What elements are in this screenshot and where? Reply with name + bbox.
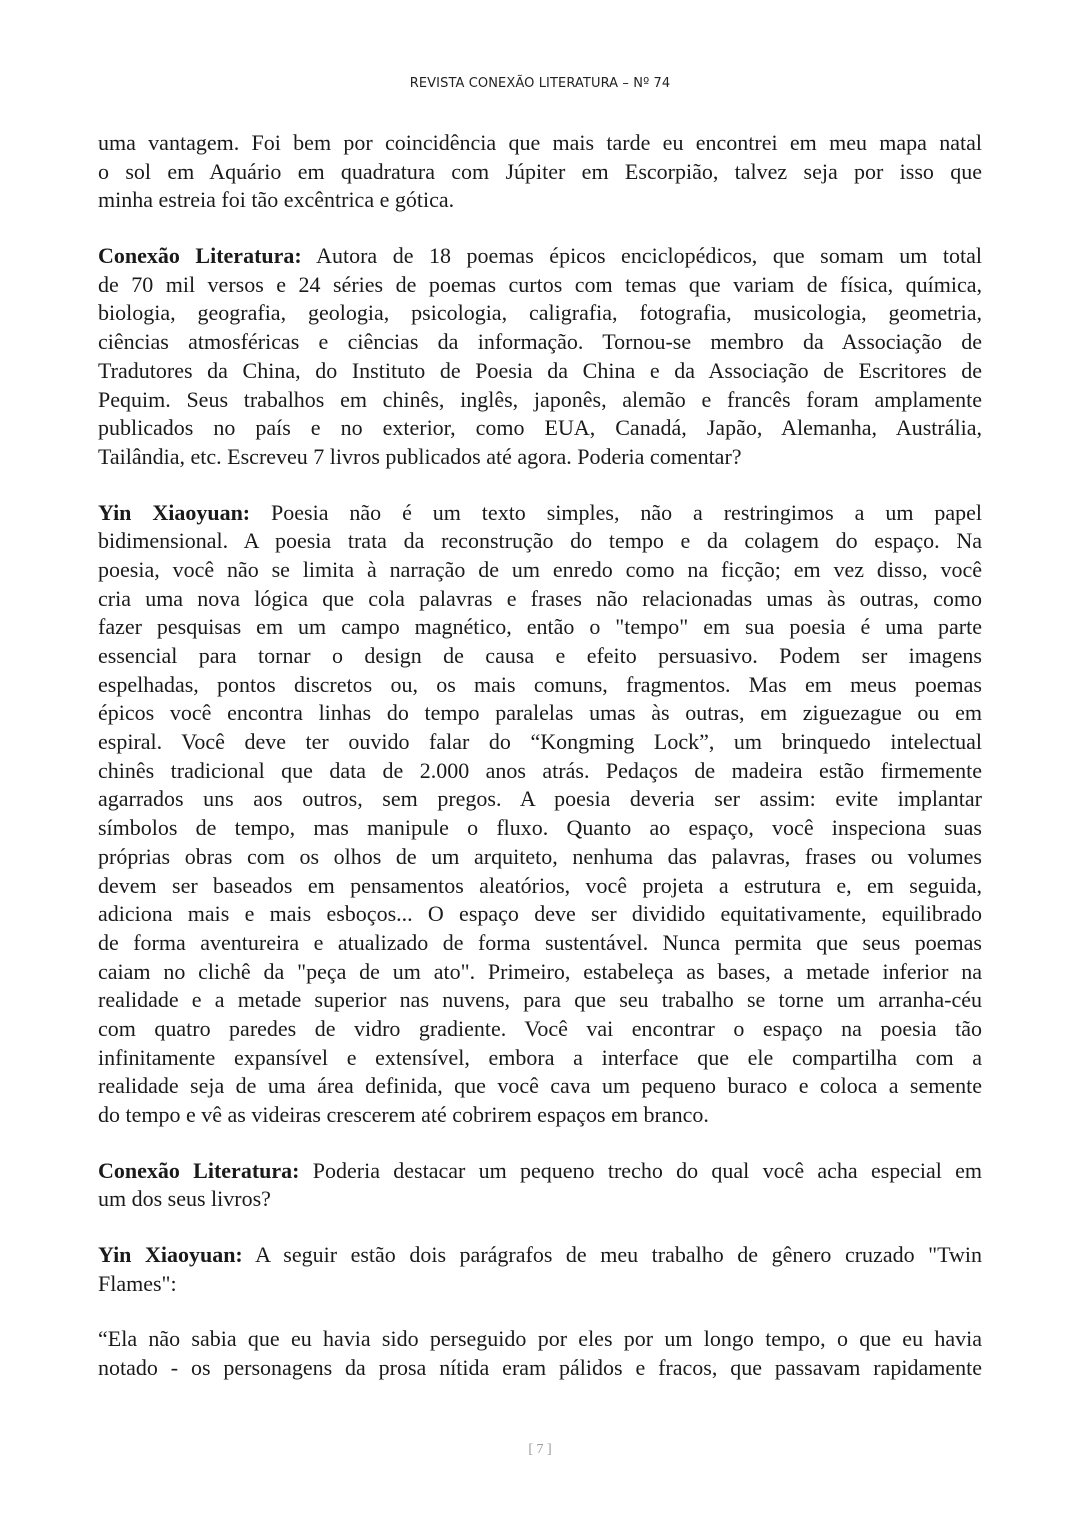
interview-paragraph bbox=[98, 1157, 982, 1214]
line-text: bidimensional. A poesia trata da reconstrução do tempo e da colagem do espaço. Na bbox=[98, 528, 982, 554]
line-text: o sol em Aquário em quadratura com Júpiter em Escorpião, talvez seja por isso que bbox=[98, 158, 982, 184]
article-body bbox=[98, 129, 982, 1410]
line-text: notado - os personagens da prosa nítida eram pálidos e fracos, que passavam rapidamente bbox=[98, 1355, 982, 1381]
text-line bbox=[98, 671, 982, 700]
line-text: “Ela não sabia que eu havia sido perseguido por eles por um longo tempo, o que eu havia bbox=[98, 1326, 982, 1352]
text-line bbox=[98, 1157, 982, 1186]
text-line bbox=[98, 785, 982, 814]
line-text: uma vantagem. Foi bem por coincidência que mais tarde eu encontrei em meu mapa natal bbox=[98, 130, 982, 155]
line-text: Poderia destacar um pequeno trecho do qual você acha especial em bbox=[299, 1157, 982, 1183]
line-text: um dos seus livros? bbox=[98, 1186, 271, 1212]
line-text: realidade e a metade superior nas nuvens, para que seu trabalho se torne um arranha-céu bbox=[98, 987, 982, 1013]
line-text: do tempo e vê as videiras crescerem até cobrirem espaços em branco. bbox=[98, 1102, 709, 1127]
text-line bbox=[98, 1072, 982, 1101]
line-text: caiam no clichê da "peça de um ato". Primeiro, estabeleça as bases, a metade inferior na bbox=[98, 958, 982, 984]
line-text: A seguir estão dois parágrafos de meu trabalho de gênero cruzado "Twin bbox=[242, 1242, 983, 1268]
text-line bbox=[98, 986, 982, 1015]
running-header: REVISTA CONEXÃO LITERATURA – Nº 74 bbox=[409, 76, 671, 91]
text-line bbox=[98, 414, 982, 443]
text-line bbox=[98, 585, 982, 614]
line-text: cria uma nova lógica que cola palavras e frases não relacionadas umas às outras, como bbox=[98, 585, 982, 611]
text-line bbox=[98, 1241, 982, 1270]
text-line bbox=[98, 872, 982, 901]
text-line bbox=[98, 900, 982, 929]
text-line bbox=[98, 443, 982, 472]
text-line bbox=[98, 1185, 982, 1214]
line-text: de 70 mil versos e 24 séries de poemas curtos com temas que variam de física, química, bbox=[98, 271, 982, 297]
line-text: Poesia não é um texto simples, não a restringimos a um papel bbox=[250, 499, 982, 525]
line-text: biologia, geografia, geologia, psicologia, caligrafia, fotografia, musicologia, geometria, bbox=[98, 300, 982, 326]
line-text: épicos você encontra linhas do tempo paralelas umas às outras, em ziguezague ou em bbox=[98, 700, 982, 726]
text-line bbox=[98, 1044, 982, 1073]
text-line bbox=[98, 271, 982, 300]
speaker-label: Conexão Literatura: bbox=[98, 1157, 300, 1183]
line-text: Pequim. Seus trabalhos em chinês, inglês, japonês, alemão e francês foram amplamente bbox=[98, 386, 982, 412]
text-paragraph bbox=[98, 129, 982, 215]
line-text: ciências atmosféricas e ciências da informação. Tornou-se membro da Associação de bbox=[98, 329, 982, 355]
line-text: próprias obras com os olhos de um arquiteto, nenhuma das palavras, frases ou volumes bbox=[98, 843, 982, 869]
text-line bbox=[98, 556, 982, 585]
line-text: poesia, você não se limita à narração de um enredo como na ficção; em vez disso, você bbox=[98, 556, 982, 582]
text-line bbox=[98, 1354, 982, 1383]
text-line bbox=[98, 1325, 982, 1354]
line-text: espelhadas, pontos discretos ou, os mais comuns, fragmentos. Mas em meus poemas bbox=[98, 671, 982, 697]
page-number: [ 7 ] bbox=[528, 1442, 552, 1457]
text-line bbox=[98, 527, 982, 556]
text-line bbox=[98, 299, 982, 328]
line-text: de forma aventureira e atualizado de forma sustentável. Nunca permita que seus poemas bbox=[98, 929, 982, 955]
text-line bbox=[98, 357, 982, 386]
line-text: Autora de 18 poemas épicos enciclopédicos, que somam um total bbox=[301, 243, 982, 269]
text-line bbox=[98, 242, 982, 271]
line-text: fazer pesquisas em um campo magnético, então o "tempo" em sua poesia é uma parte bbox=[98, 614, 982, 640]
text-line bbox=[98, 843, 982, 872]
speaker-label: Yin Xiaoyuan: bbox=[98, 1242, 243, 1268]
speaker-label: Yin Xiaoyuan: bbox=[98, 499, 251, 525]
line-text: Tailândia, etc. Escreveu 7 livros publicados até agora. Poderia comentar? bbox=[98, 443, 742, 469]
text-line bbox=[98, 699, 982, 728]
interview-paragraph bbox=[98, 1241, 982, 1298]
interview-paragraph bbox=[98, 499, 982, 1130]
text-line bbox=[98, 728, 982, 757]
text-line bbox=[98, 328, 982, 357]
line-text: com quatro paredes de vidro gradiente. Você vai encontrar o espaço na poesia tão bbox=[98, 1015, 982, 1041]
line-text: Tradutores da China, do Instituto de Poesia da China e da Associação de Escritores de bbox=[98, 357, 982, 383]
text-line bbox=[98, 386, 982, 415]
text-line bbox=[98, 642, 982, 671]
line-text: adiciona mais e mais esboços... O espaço deve ser dividido equitativamente, equilibrado bbox=[98, 901, 982, 927]
text-line bbox=[98, 186, 982, 215]
line-text: agarrados uns aos outros, sem pregos. A poesia deveria ser assim: evite implantar bbox=[98, 786, 982, 812]
text-line bbox=[98, 613, 982, 642]
line-text: publicados no país e no exterior, como EUA, Canadá, Japão, Alemanha, Austrália, bbox=[98, 415, 982, 441]
text-line bbox=[98, 1270, 982, 1299]
text-line bbox=[98, 814, 982, 843]
line-text: espiral. Você deve ter ouvido falar do “Kongming Lock”, um brinquedo intelectual bbox=[98, 729, 982, 755]
interview-paragraph bbox=[98, 242, 982, 472]
text-line bbox=[98, 129, 982, 158]
text-paragraph bbox=[98, 1325, 982, 1382]
text-line bbox=[98, 757, 982, 786]
line-text: devem ser baseados em pensamentos aleatórios, você projeta a estrutura e, em seguida, bbox=[98, 872, 982, 898]
line-text: realidade seja de uma área definida, que você cava um pequeno buraco e coloca a semente bbox=[98, 1073, 982, 1099]
line-text: minha estreia foi tão excêntrica e gótica. bbox=[98, 187, 455, 213]
text-line bbox=[98, 1101, 982, 1130]
speaker-label: Conexão Literatura: bbox=[98, 243, 302, 269]
text-line bbox=[98, 958, 982, 987]
line-text: infinitamente expansível e extensível, embora a interface que ele compartilha com a bbox=[98, 1044, 982, 1070]
line-text: símbolos de tempo, mas manipule o fluxo. Quanto ao espaço, você inspeciona suas bbox=[98, 815, 982, 841]
text-line bbox=[98, 158, 982, 187]
line-text: chinês tradicional que data de 2.000 anos atrás. Pedaços de madeira estão firmemente bbox=[98, 757, 982, 783]
text-line bbox=[98, 499, 982, 528]
text-line bbox=[98, 929, 982, 958]
line-text: Flames": bbox=[98, 1270, 177, 1296]
line-text: essencial para tornar o design de causa e efeito persuasivo. Podem ser imagens bbox=[98, 643, 982, 668]
text-line bbox=[98, 1015, 982, 1044]
